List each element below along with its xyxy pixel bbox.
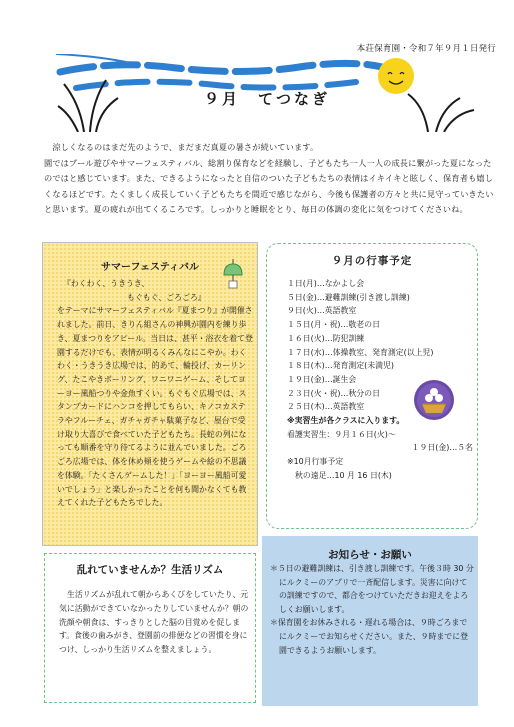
october-title: ※10月行事予定 [287, 457, 344, 467]
rhythm-body: 生活リズムが乱れて朝からあくびをしていたり、元気に活動ができていなかったりしていませんか？朝の洗顔や朝食は、すっきりとした脳の目覚めを促します。食後の歯みがき、登園前の排便などの習慣を身につけ、しっかり生活リズムを整えましょう。 [59, 590, 249, 655]
schedule-item: １９日(金)…誕生会 [287, 374, 357, 384]
rhythm-title: 乱れていませんか？生活リズム [76, 564, 224, 576]
schedule-item: １６日(火)…防犯訓練 [287, 333, 365, 343]
trainee-line-1: 看護実習生：９月１６日(火)～ [287, 429, 396, 439]
moon-dango-icon [414, 380, 454, 420]
rhythm-section [44, 553, 256, 703]
festival-title: サマーフェスティバル [101, 262, 199, 273]
trainee-line-2: １９日(金)…５名 [411, 443, 473, 453]
festival-body [57, 277, 253, 510]
schedule-item: １７日(水)…体操教室、発育測定(以上児) [287, 347, 434, 357]
festival-text: をテーマにサマーフェスティバル『夏まつり』が開催されました。前日、きりん組さんの神興が園内を練り歩き、夏まつりをアピール。当日は、甚平・浴衣を着て登園するだけでも、表情が明るくみんなにこやか。わくわく・うきうき広場では、的あて、輪投げ、カーリング、たこやきボーリング、ワニワニゲーム、そしてヨーヨー風船つりや金魚すくい。もぐもぐ広場では、スタンプカードにハンコを押してもらい、キノコカステラやフルーチェ、ガチャガチャ駄菓子など、屋台で受け取り大喜びで食べていた子どもたち。長蛇の列になっても順番を守り待てるように並んでいました。ごろごろ広場では、体を休め頬を使うゲームや絵の不思議を体験。「たくさんゲームした！」「ヨーヨー風船可愛いでしょう」と楽しかったことを何も聞かなくても教えてくれた子どもたちでした。 [57, 306, 253, 508]
page-title: ９月 てつなぎ [203, 90, 330, 108]
trainee-note: ※実習生が各クラスに入ります。 [287, 416, 405, 426]
wind-streaks [56, 54, 386, 88]
schedule-item: １日(月)…なかよし会 [287, 279, 365, 288]
schedule-item: １５日(月・祝)…敬老の日 [287, 320, 380, 330]
schedule-item: ２５日(木)…英語教室 [287, 402, 365, 412]
schedule-item: ５日(金)…避難訓練(引き渡し訓練) [287, 292, 410, 302]
festival-verse-2: もぐもぐ、ごろごろ』 [127, 292, 206, 302]
schedule-item: ２３日(火・祝)…秋分の日 [287, 388, 380, 398]
festival-verse-1: 『わくわく、うきうき、 [63, 279, 150, 288]
intro-text: 涼しくなるのはまだ先のようで、まだまだ真夏の暑さが続いています。 園ではプール遊びやサマーフェスティバル、総割り保育などを経験し、子どもたち一人一人の成長に繋がった夏になったのではと感じています。また、できるようになったと自信のついた子どもたちの表情はイキイキと眩しく、保育者も嬉しくなるほどです。たくましく成長していく子どもたちを間近で感じながら、今後も保護者の方々と共に見守っていきたいと思います。夏の疲れが出てくるころです。しっかりと睡眠をとり、毎日の体調の変化に気をつけてくださいね。 [44, 142, 494, 215]
notice-section [262, 536, 478, 706]
festival-section [42, 242, 258, 546]
moon-face-icon [378, 58, 414, 94]
schedule-title: ９月の行事予定 [331, 255, 413, 267]
october-item: 秋の遠足…10 月 16 日(木) [295, 470, 392, 480]
notice-body [270, 562, 474, 657]
schedule-item: １８日(木)…発育測定(未満児) [287, 361, 395, 371]
schedule-item: ９日(火)…英語教室 [287, 306, 357, 316]
notice-item: ＊５日の避難訓練は、引き渡し訓練です。午後３時 30 分にルクミーのアプリで一斉配信します。災害に向けての訓練ですので、都合をつけていただきお迎えをよろしくお願いします。 [270, 564, 474, 614]
notice-title: お知らせ・お願い [328, 549, 412, 561]
notice-item: ＊保育園をお休みされる・遅れる場合は、９時ごろまでにルクミーでお知らせください。また、９時までに登園できるようお願いします。 [270, 618, 468, 655]
issuer-line: 本荘保育園・令和７年９月１日発行 [356, 44, 496, 54]
